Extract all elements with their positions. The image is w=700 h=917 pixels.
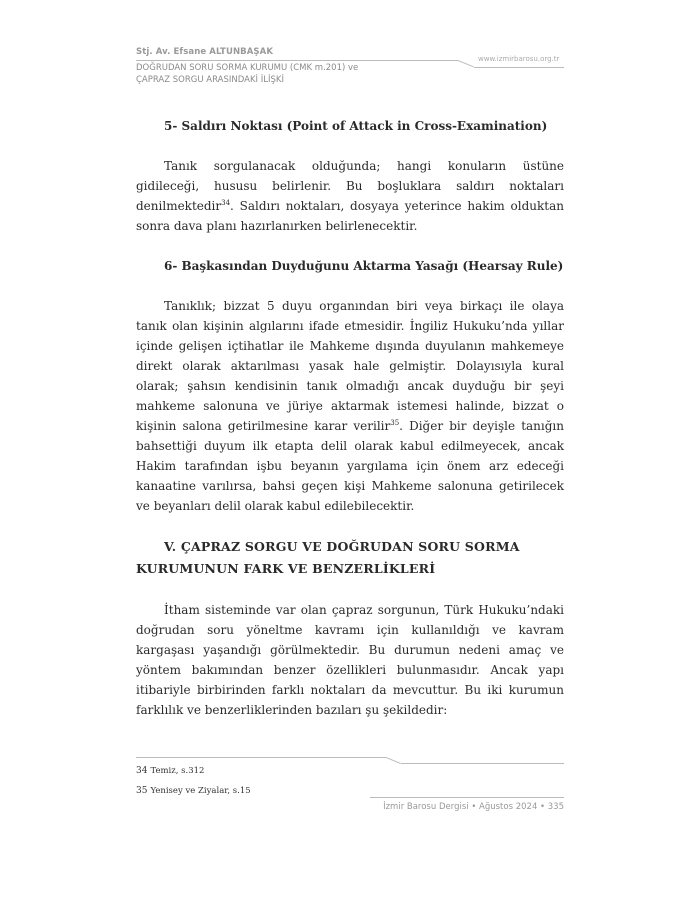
article-body [136,116,564,720]
header-author: Stj. Av. Efsane ALTUNBAŞAK [136,47,274,57]
section-v-paragraph: İtham sisteminde var olan çapraz sorgunun, Türk Hukuku’ndaki doğrudan soru yöneltme kavramı için kullanıldığı ve kavram kargaşası yaşandığı görülmektedir. Bu durumun nedeni amaç ve yöntem bakımından benzer özellikleri bulunmasıdır. Ancak yapı itibariyle birbirinden farklı noktaları da mevcuttur. Bu iki kurumun farklılık ve benzerliklerinden bazıları şu şekildedir: [136,603,564,717]
section-5-heading: 5- Saldırı Noktası (Point of Attack in Cross-Examination) [164,119,548,133]
section-6-heading: 6- Başkasından Duyduğunu Aktarma Yasağı (Hearsay Rule) [164,259,564,273]
header-title-line2: ÇAPRAZ SORGU ARASINDAKİ İLİŞKİ [136,75,284,85]
footnote-rule-right [401,763,564,764]
footnote-ref-34[interactable]: 34 [221,199,231,207]
header-rule [136,60,458,61]
section-v-heading: V. ÇAPRAZ SORGU VE DOĞRUDAN SORU SORMA KURUMUNUN FARK VE BENZERLİKLERİ [136,539,520,576]
header-title-line1: DOĞRUDAN SORU SORMA KURUMU (CMK m.201) ve [136,63,359,73]
footnote-34: 34 Temiz, s.312 [136,766,205,776]
footnote-35: 35 Yenisey ve Ziyalar, s.15 [136,786,251,796]
page-footer: İzmir Barosu Dergisi • Ağustos 2024 • 335 [383,802,564,812]
footnote-rule [136,757,386,758]
header-website: www.izmirbarosu.org.tr [478,55,560,63]
footer-rule [370,797,564,798]
header-rule-diagonal [458,60,474,67]
footnote-rule-diagonal [386,757,401,764]
header-rule-right [474,67,564,68]
footnote-ref-35[interactable]: 35 [390,419,400,427]
section-6-paragraph: Tanıklık; bizzat 5 duyu organından biri veya birkaçı ile olaya tanık olan kişinin algılarını ifade etmesidir. İngiliz Hukuku’nda yıllar içinde gelişen içtihatlar ile Mahkeme dışında duyulanın mahkemeye direkt olarak aktarılması yasak hale gelmiştir. Dolayısıyla kural olarak; şahsın kendisinin tanık olmadığı ancak duyduğu bir şeyi mahkeme salonuna ve jüriye aktarmak istemesi halinde, bizzat o kişinin salona getirilmesine karar verilir$^{35}$. Diğer bir deyişle tanığın bahsettiği duyum ilk etapta delil olarak kabul edilmeyecek, ancak Hakim tarafından işbu beyanın yargılama için önem arz edeceği kanaatine varılırsa, bahsi geçen kişi Mahkeme salonuna getirilecek ve beyanları delil olarak kabul edilebilecektir. [136,299,564,513]
section-5-paragraph: Tanık sorgulanacak olduğunda; hangi konuların üstüne gidileceği, hususu belirlenir. Bu boşluklara saldırı noktaları denilmektedir$^{34}$. Saldırı noktaları, dosyaya yeterince hakim olduktan sonra dava planı hazırlanırken belirlenecektir. [136,159,564,233]
